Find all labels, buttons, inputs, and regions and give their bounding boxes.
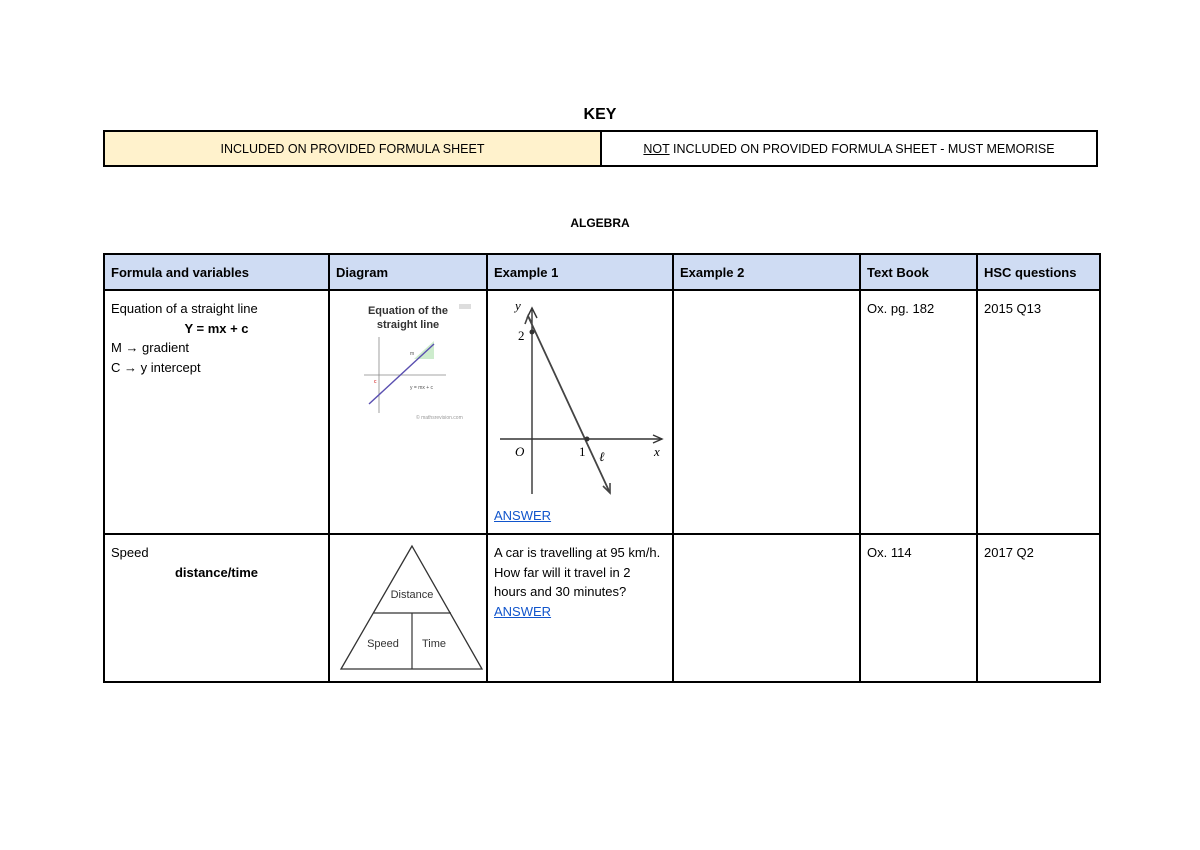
key-title: KEY xyxy=(583,106,617,123)
graph-y-intercept: 2 xyxy=(518,328,525,343)
example-text: A car is travelling at 95 km/h. How far will it travel in 2 hours and 30 minutes? xyxy=(494,545,661,599)
formula-variable: M → gradient xyxy=(111,340,190,355)
formula-equation: Y = mx + c xyxy=(184,320,249,336)
answer-link[interactable]: ANSWER xyxy=(494,508,552,523)
c-label: c xyxy=(374,379,377,385)
graph-line-label: ℓ xyxy=(599,449,605,464)
credit: © mathsrevision.com xyxy=(416,415,463,421)
table-row xyxy=(104,534,1100,682)
example1-cell xyxy=(487,534,673,682)
formula-variable: C → y intercept xyxy=(111,359,201,375)
graph-x-intercept: 1 xyxy=(579,444,586,459)
hsc-cell: 2015 Q13 xyxy=(977,290,1100,534)
x-intercept-dot xyxy=(585,437,590,442)
diagram-cell xyxy=(329,290,487,534)
diagram-title-line2: straight line xyxy=(376,319,440,331)
example2-cell xyxy=(673,290,860,534)
key-included-cell: INCLUDED ON PROVIDED FORMULA SHEET xyxy=(104,131,601,166)
not-emphasis: NOT xyxy=(643,141,670,156)
line-graph-icon xyxy=(364,301,488,429)
m-label: m xyxy=(410,351,415,357)
table-row xyxy=(104,290,1100,534)
triangle-time: Time xyxy=(421,638,447,650)
eq-label: y = mx + c xyxy=(410,385,434,391)
y-intercept-dot xyxy=(530,330,535,335)
formula-cell xyxy=(104,290,329,534)
example2-cell xyxy=(673,534,860,682)
diagram-cell xyxy=(329,534,487,682)
diagram-title-line1: Equation of the xyxy=(367,305,449,317)
line-l xyxy=(528,316,610,493)
formula-table xyxy=(103,253,1101,683)
speed-triangle-icon xyxy=(338,543,486,671)
key-not-included-cell xyxy=(601,131,1097,166)
header-example2: Example 2 xyxy=(673,254,860,290)
header-diagram: Diagram xyxy=(329,254,487,290)
example1-cell xyxy=(487,290,673,534)
header-example1: Example 1 xyxy=(487,254,673,290)
header-textbook: Text Book xyxy=(860,254,977,290)
formula-name: Equation of a straight line xyxy=(111,301,258,316)
formula-equation: distance/time xyxy=(174,564,259,580)
triangle-speed: Speed xyxy=(367,638,399,650)
formula-cell xyxy=(104,534,329,682)
textbook-cell: Ox. 114 xyxy=(860,534,977,682)
answer-link[interactable]: ANSWER xyxy=(494,603,552,619)
graph-origin: O xyxy=(515,444,525,459)
formula-name: Speed xyxy=(111,545,149,560)
small-box xyxy=(459,304,471,309)
triangle-distance: Distance xyxy=(390,589,434,601)
key-table xyxy=(103,130,1098,167)
textbook-cell: Ox. pg. 182 xyxy=(860,290,977,534)
header-formula: Formula and variables xyxy=(104,254,329,290)
key-not-included-text: INCLUDED ON PROVIDED FORMULA SHEET - MUST MEMORISE xyxy=(669,141,1055,156)
section-title: ALGEBRA xyxy=(570,216,630,230)
hsc-cell: 2017 Q2 xyxy=(977,534,1100,682)
gradient-triangle xyxy=(414,341,434,359)
graph-y-label: y xyxy=(515,298,521,313)
header-hsc: HSC questions xyxy=(977,254,1100,290)
table-header-row xyxy=(104,254,1100,290)
graph-x-label: x xyxy=(654,444,660,459)
straight-line-graph xyxy=(498,296,668,496)
